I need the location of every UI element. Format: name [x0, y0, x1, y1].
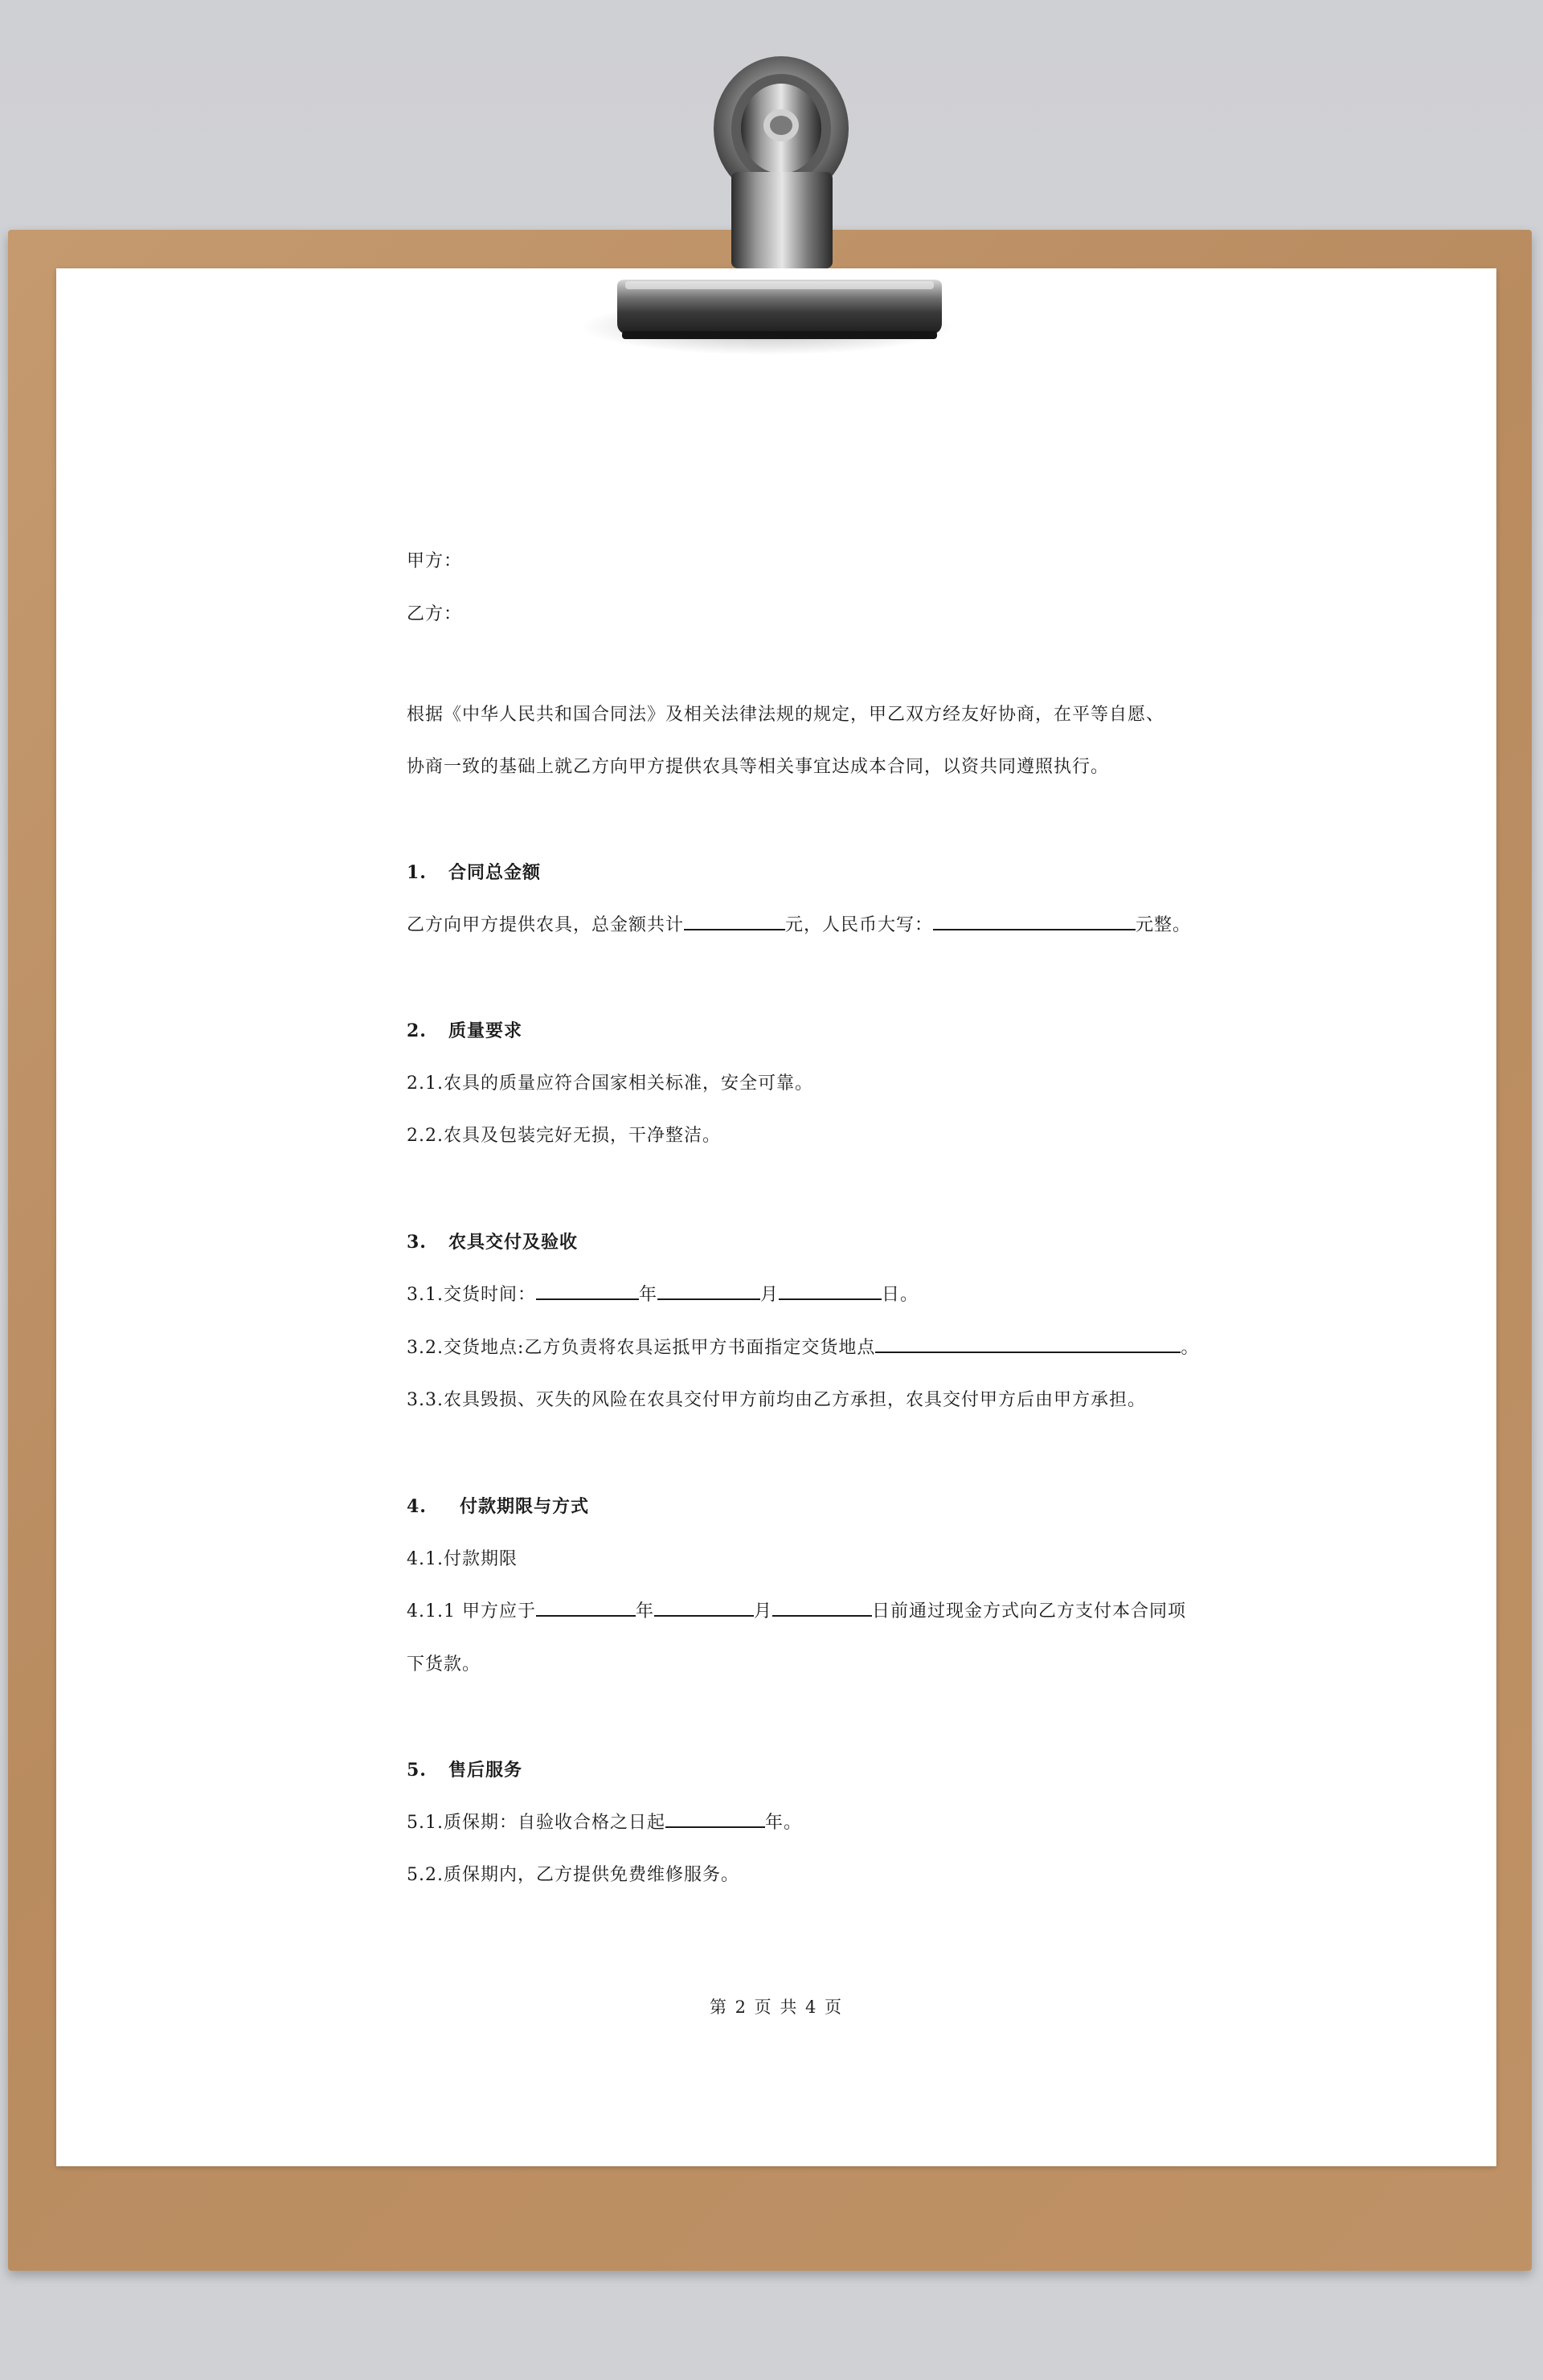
clause-5-1 [407, 1809, 802, 1834]
clause-text: 月 [760, 1285, 780, 1305]
preamble-line-1: 根据《中华人民共和国合同法》及相关法律法规的规定，甲乙双方经友好协商，在平等自愿、 [407, 705, 1165, 725]
preamble-line-2: 协商一致的基础上就乙方向甲方提供农具等相关事宜达成本合同，以资共同遵照执行。 [407, 757, 1110, 777]
clause-text: 3.2.交货地点:乙方负责将农具运抵甲方书面指定交货地点 [407, 1338, 876, 1358]
clause-text: 3.1.交货时间： [407, 1285, 536, 1305]
page-number-footer: 第 2 页 共 4 页 [709, 1998, 844, 2017]
delivery-location-blank[interactable] [875, 1335, 1181, 1353]
payment-year-blank[interactable] [536, 1599, 636, 1617]
total-amount-blank[interactable] [684, 913, 785, 930]
section-title: 质量要求 [448, 1020, 523, 1041]
clause-text: 月 [754, 1601, 773, 1621]
section-3-heading [407, 1229, 578, 1253]
clause-text: 5.1.质保期：自验收合格之日起 [407, 1813, 665, 1833]
delivery-year-blank[interactable] [536, 1282, 639, 1300]
clause-text: 乙方向甲方提供农具，总金额共计 [407, 915, 685, 935]
clause-2-1: 2.1.农具的质量应符合国家相关标准，安全可靠。 [407, 1073, 813, 1094]
clause-text: 年 [635, 1601, 654, 1621]
section-5-heading [407, 1756, 522, 1781]
clause-text: 年 [638, 1285, 657, 1305]
section-number: 5. [407, 1760, 427, 1781]
section-number: 3. [407, 1232, 427, 1253]
section-2-heading [407, 1017, 522, 1042]
clause-2-2: 2.2.农具及包装完好无损，干净整洁。 [407, 1126, 721, 1146]
section-1-line-1 [407, 911, 1191, 936]
section-number: 1. [407, 862, 427, 883]
section-title: 农具交付及验收 [448, 1232, 579, 1253]
clause-3-2 [407, 1334, 1199, 1359]
warranty-years-blank[interactable] [665, 1810, 765, 1828]
amount-in-words-blank[interactable] [933, 913, 1136, 930]
clause-text: 4.1.1 甲方应于 [407, 1601, 536, 1621]
section-4-heading [407, 1493, 589, 1518]
clause-text: 元，人民币大写： [785, 915, 934, 935]
section-1-heading [407, 859, 541, 884]
clause-4-1: 4.1.付款期限 [407, 1549, 518, 1569]
clause-text: 元整。 [1136, 915, 1192, 935]
payment-day-blank[interactable] [772, 1599, 872, 1617]
document-page [56, 268, 1496, 2166]
clause-text: 年。 [764, 1813, 802, 1833]
clause-text: 。 [1181, 1338, 1200, 1358]
clause-3-1 [407, 1281, 919, 1306]
binder-clip-icon [611, 51, 948, 357]
section-number: 4. [407, 1496, 427, 1517]
clause-text: 日。 [882, 1285, 919, 1305]
payment-month-blank[interactable] [654, 1599, 754, 1617]
clause-5-2: 5.2.质保期内，乙方提供免费维修服务。 [407, 1865, 739, 1885]
section-title: 售后服务 [448, 1760, 523, 1781]
clause-text: 日前通过现金方式向乙方支付本合同项 [872, 1601, 1187, 1621]
clause-3-3: 3.3.农具毁损、灭失的风险在农具交付甲方前均由乙方承担，农具交付甲方后由甲方承担。 [407, 1390, 1146, 1410]
party-a-label: 甲方： [407, 551, 463, 571]
section-title: 合同总金额 [448, 862, 542, 883]
clause-4-1-1-cont: 下货款。 [407, 1654, 481, 1675]
clause-4-1-1 [407, 1597, 1186, 1622]
delivery-day-blank[interactable] [779, 1282, 882, 1300]
party-b-label: 乙方： [407, 604, 463, 624]
section-number: 2. [407, 1020, 427, 1041]
delivery-month-blank[interactable] [657, 1282, 760, 1300]
section-title: 付款期限与方式 [460, 1496, 590, 1517]
